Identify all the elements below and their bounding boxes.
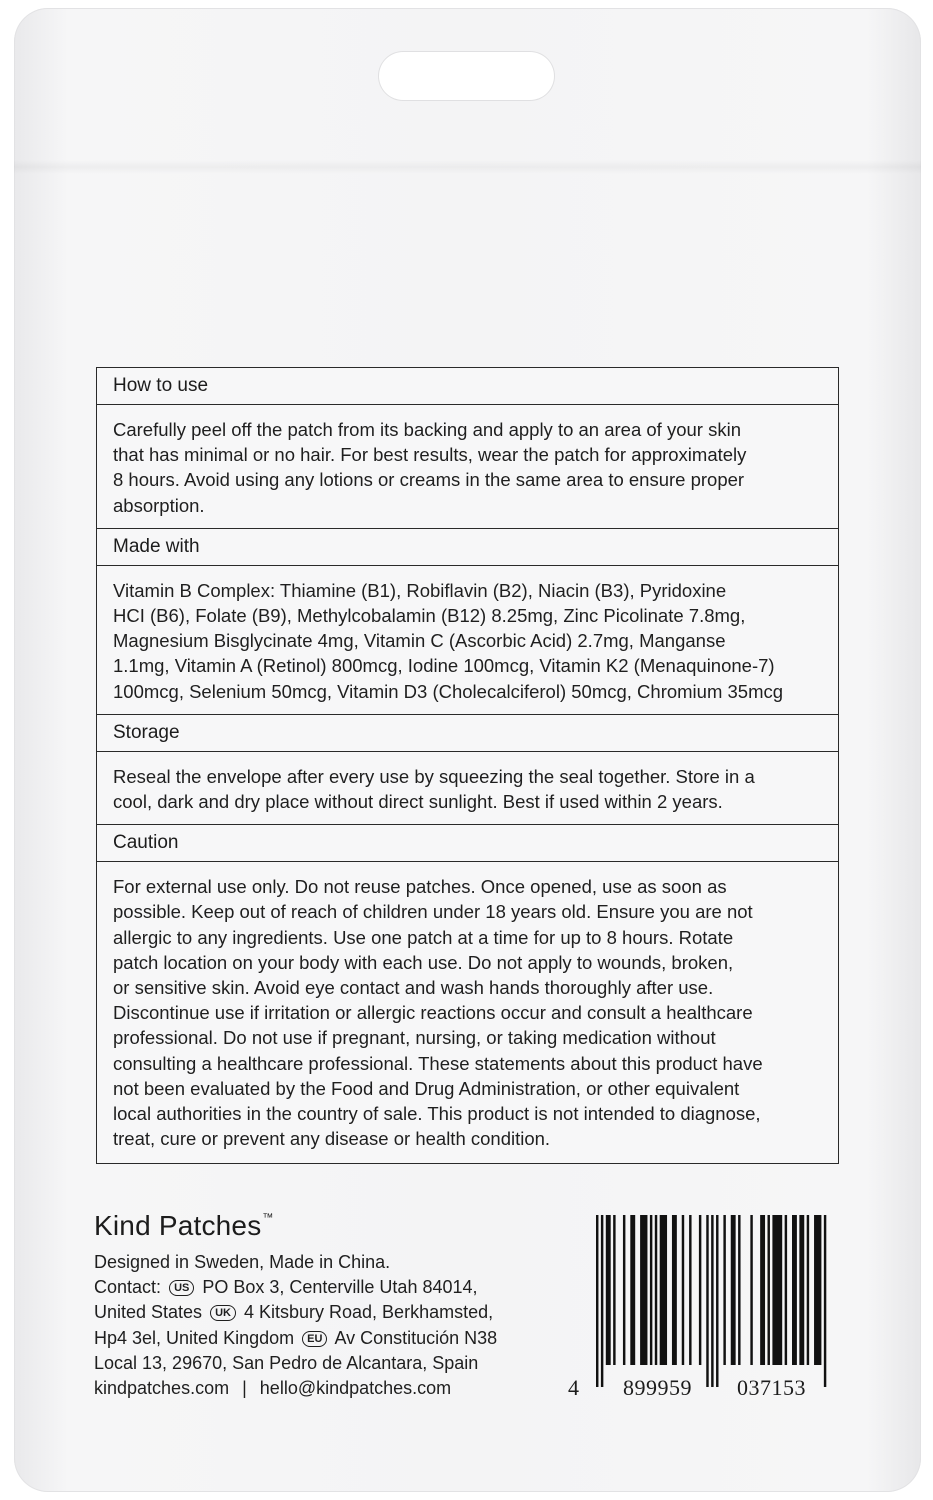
barcode-bar — [824, 1215, 826, 1387]
barcode-bar — [799, 1215, 804, 1365]
body-line: 1.1mg, Vitamin A (Retinol) 800mcg, Iodine 100mcg, Vitamin K2 (Menaquinone-7) — [113, 655, 775, 677]
origin-line: Designed in Sweden, Made in China. — [94, 1252, 391, 1272]
section-body-caution — [97, 862, 838, 1163]
body-line: HCI (B6), Folate (B9), Methylcobalamin (B12) 8.25mg, Zinc Picolinate 7.8mg, — [113, 605, 746, 627]
barcode-bar — [672, 1215, 677, 1365]
separator: | — [242, 1378, 247, 1399]
barcode-bar — [706, 1215, 708, 1387]
barcode-bar — [785, 1215, 787, 1365]
barcode-bar — [814, 1215, 821, 1365]
us-badge-icon: US — [169, 1280, 194, 1296]
barcode-bar — [606, 1215, 611, 1365]
barcode-bar — [750, 1215, 752, 1365]
section-body-how-to-use — [97, 405, 838, 529]
barcode-bar — [689, 1215, 691, 1365]
body-line: or sensitive skin. Avoid eye contact and wash hands thoroughly after use. — [113, 977, 714, 999]
section-title-how-to-use: How to use — [97, 368, 838, 405]
section-title-storage: Storage — [97, 715, 838, 752]
body-line: possible. Keep out of reach of children under 18 years old. Ensure you are not — [113, 901, 753, 923]
address-eu: Av Constitución N38 — [334, 1327, 498, 1348]
brand-name: Kind Patches — [94, 1210, 262, 1241]
barcode-bar — [731, 1215, 736, 1365]
body-line: local authorities in the country of sale. This product is not intended to diagnose, — [113, 1103, 761, 1125]
hang-hole — [379, 52, 554, 100]
barcode-bar — [807, 1215, 809, 1365]
contact-line-3 — [94, 1326, 564, 1351]
body-line: allergic to any ingredients. Use one patch at a time for up to 8 hours. Rotate — [113, 926, 734, 948]
email-link[interactable]: hello@kindpatches.com — [259, 1378, 452, 1399]
body-line: absorption. — [113, 494, 205, 516]
barcode-right-digits: 037153 — [737, 1375, 806, 1400]
body-line: 100mcg, Selenium 50mcg, Vitamin D3 (Cholecalciferol) 50mcg, Chromium 35mcg — [113, 680, 784, 702]
section-body-storage — [97, 752, 838, 825]
body-line: Vitamin B Complex: Thiamine (B1), Robiflavin (B2), Niacin (B3), Pyridoxine — [113, 579, 727, 601]
address-us: PO Box 3, Centerville Utah 84014, — [202, 1277, 478, 1298]
address-uk-country: Hp4 3el, United Kingdom — [94, 1327, 295, 1348]
section-title-made-with: Made with — [97, 529, 838, 566]
barcode-bar — [772, 1215, 782, 1365]
barcode-bar — [613, 1215, 615, 1365]
body-line: Magnesium Bisglycinate 4mg, Vitamin C (Ascorbic Acid) 2.7mg, Manganse — [113, 630, 726, 652]
trademark-symbol: ™ — [262, 1212, 274, 1224]
uk-badge-icon: UK — [210, 1305, 236, 1321]
barcode-bar — [630, 1215, 635, 1365]
barcode-bar — [711, 1215, 713, 1387]
barcode-bar — [601, 1215, 603, 1387]
body-line: cool, dark and dry place without direct sunlight. Best if used within 2 years. — [113, 791, 723, 813]
barcode-bar — [760, 1215, 765, 1365]
section-title-caution: Caution — [97, 825, 838, 862]
web-contact-line — [94, 1376, 564, 1401]
contact-line-2 — [94, 1300, 564, 1325]
barcode-bar — [655, 1215, 657, 1365]
barcode-bar — [699, 1215, 701, 1365]
barcode-bars — [596, 1215, 828, 1387]
body-line: treat, cure or prevent any disease or health condition. — [113, 1128, 551, 1150]
body-line: that has minimal or no hair. For best results, wear the patch for approximately — [113, 444, 747, 466]
eu-badge-icon: EU — [302, 1331, 327, 1347]
barcode-bar — [640, 1215, 647, 1365]
barcode-bar — [792, 1215, 797, 1365]
body-line: consulting a healthcare professional. These statements about this product have — [113, 1052, 763, 1074]
barcode-bar — [716, 1215, 718, 1387]
barcode-bar — [650, 1215, 652, 1365]
body-line: Carefully peel off the patch from its backing and apply to an area of your skin — [113, 419, 741, 440]
body-line: not been evaluated by the Food and Drug Administration, or other equivalent — [113, 1077, 740, 1099]
barcode-bar — [682, 1215, 684, 1365]
barcode-bar — [768, 1215, 770, 1365]
website-link[interactable]: kindpatches.com — [94, 1378, 230, 1399]
barcode-bar — [660, 1215, 667, 1365]
body-line: Discontinue use if irritation or allergic reactions occur and consult a healthcare — [113, 1002, 753, 1024]
section-body-made-with — [97, 566, 838, 715]
barcode — [566, 1215, 828, 1407]
barcode-lead-digit: 4 — [568, 1375, 580, 1400]
address-us-country: United States — [94, 1302, 203, 1323]
barcode-left-digits: 899959 — [623, 1375, 692, 1400]
body-line: professional. Do not use if pregnant, nursing, or taking medication without — [113, 1027, 716, 1049]
contact-line-1 — [94, 1275, 564, 1300]
barcode-bar — [738, 1215, 740, 1365]
body-line: For external use only. Do not reuse patches. Once opened, use as soon as — [113, 876, 727, 898]
company-info — [94, 1210, 564, 1401]
body-line: patch location on your body with each use. Do not apply to wounds, broken, — [113, 951, 734, 973]
barcode-bar — [623, 1215, 625, 1365]
barcode-bar — [723, 1215, 725, 1365]
reseal-strip — [14, 160, 921, 174]
address-uk: 4 Kitsbury Road, Berkhamsted, — [243, 1302, 494, 1323]
body-line: 8 hours. Avoid using any lotions or creams in the same area to ensure proper — [113, 469, 745, 491]
body-line: Reseal the envelope after every use by squeezing the seal together. Store in a — [113, 765, 755, 787]
address-eu-line: Local 13, 29670, San Pedro de Alcantara, Spain — [94, 1352, 479, 1373]
barcode-bar — [596, 1215, 598, 1387]
brand-logo — [94, 1210, 564, 1242]
contact-label: Contact: — [94, 1277, 162, 1298]
info-table — [96, 367, 839, 1164]
